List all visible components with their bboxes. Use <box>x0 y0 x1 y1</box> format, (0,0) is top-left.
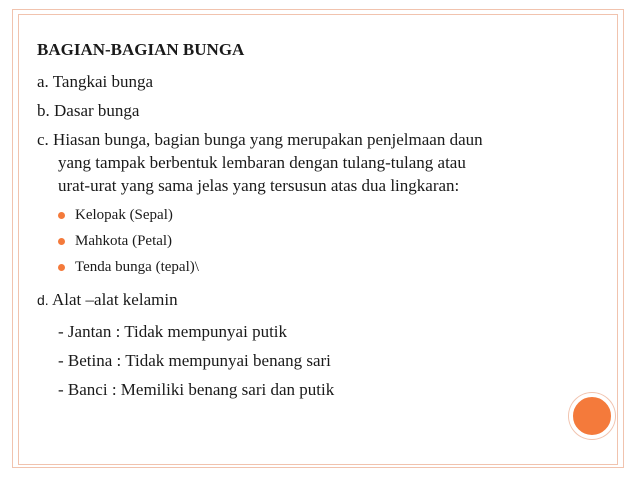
item-d-jantan: - Jantan : Tidak mempunyai putik <box>58 322 288 341</box>
sub-item-label: Mahkota (Petal) <box>75 233 173 249</box>
item-c <box>37 128 577 197</box>
item-b: b. Dasar bunga <box>37 101 140 120</box>
sub-item-mahkota <box>58 231 577 251</box>
sub-list <box>37 205 577 277</box>
item-c-line-2: yang tampak berbentuk lembaran dengan tulang-tulang atau <box>58 153 466 172</box>
item-d-marker: d. <box>37 292 49 308</box>
sub-item-label: Tenda bunga (tepal)\ <box>75 259 199 275</box>
item-d <box>37 288 577 312</box>
sub-item-tenda <box>58 257 577 277</box>
item-d-banci: - Banci : Memiliki benang sari dan putik <box>58 380 335 399</box>
slide-content <box>37 39 577 404</box>
bullet-icon <box>58 238 65 245</box>
item-d-details <box>37 317 577 404</box>
sub-item-kelopak <box>58 205 577 225</box>
bullet-icon <box>58 212 65 219</box>
item-a: a. Tangkai bunga <box>37 72 154 91</box>
bullet-icon <box>58 264 65 271</box>
item-c-line-1: c. Hiasan bunga, bagian bunga yang merupakan penjelmaan daun <box>37 130 483 149</box>
item-d-text: Alat –alat kelamin <box>52 290 178 309</box>
sub-item-label: Kelopak (Sepal) <box>75 207 173 223</box>
item-d-betina: - Betina : Tidak mempunyai benang sari <box>58 351 331 370</box>
slide-title: BAGIAN-BAGIAN BUNGA <box>37 40 245 59</box>
item-c-line-3: urat-urat yang sama jelas yang tersusun atas dua lingkaran: <box>58 176 460 195</box>
